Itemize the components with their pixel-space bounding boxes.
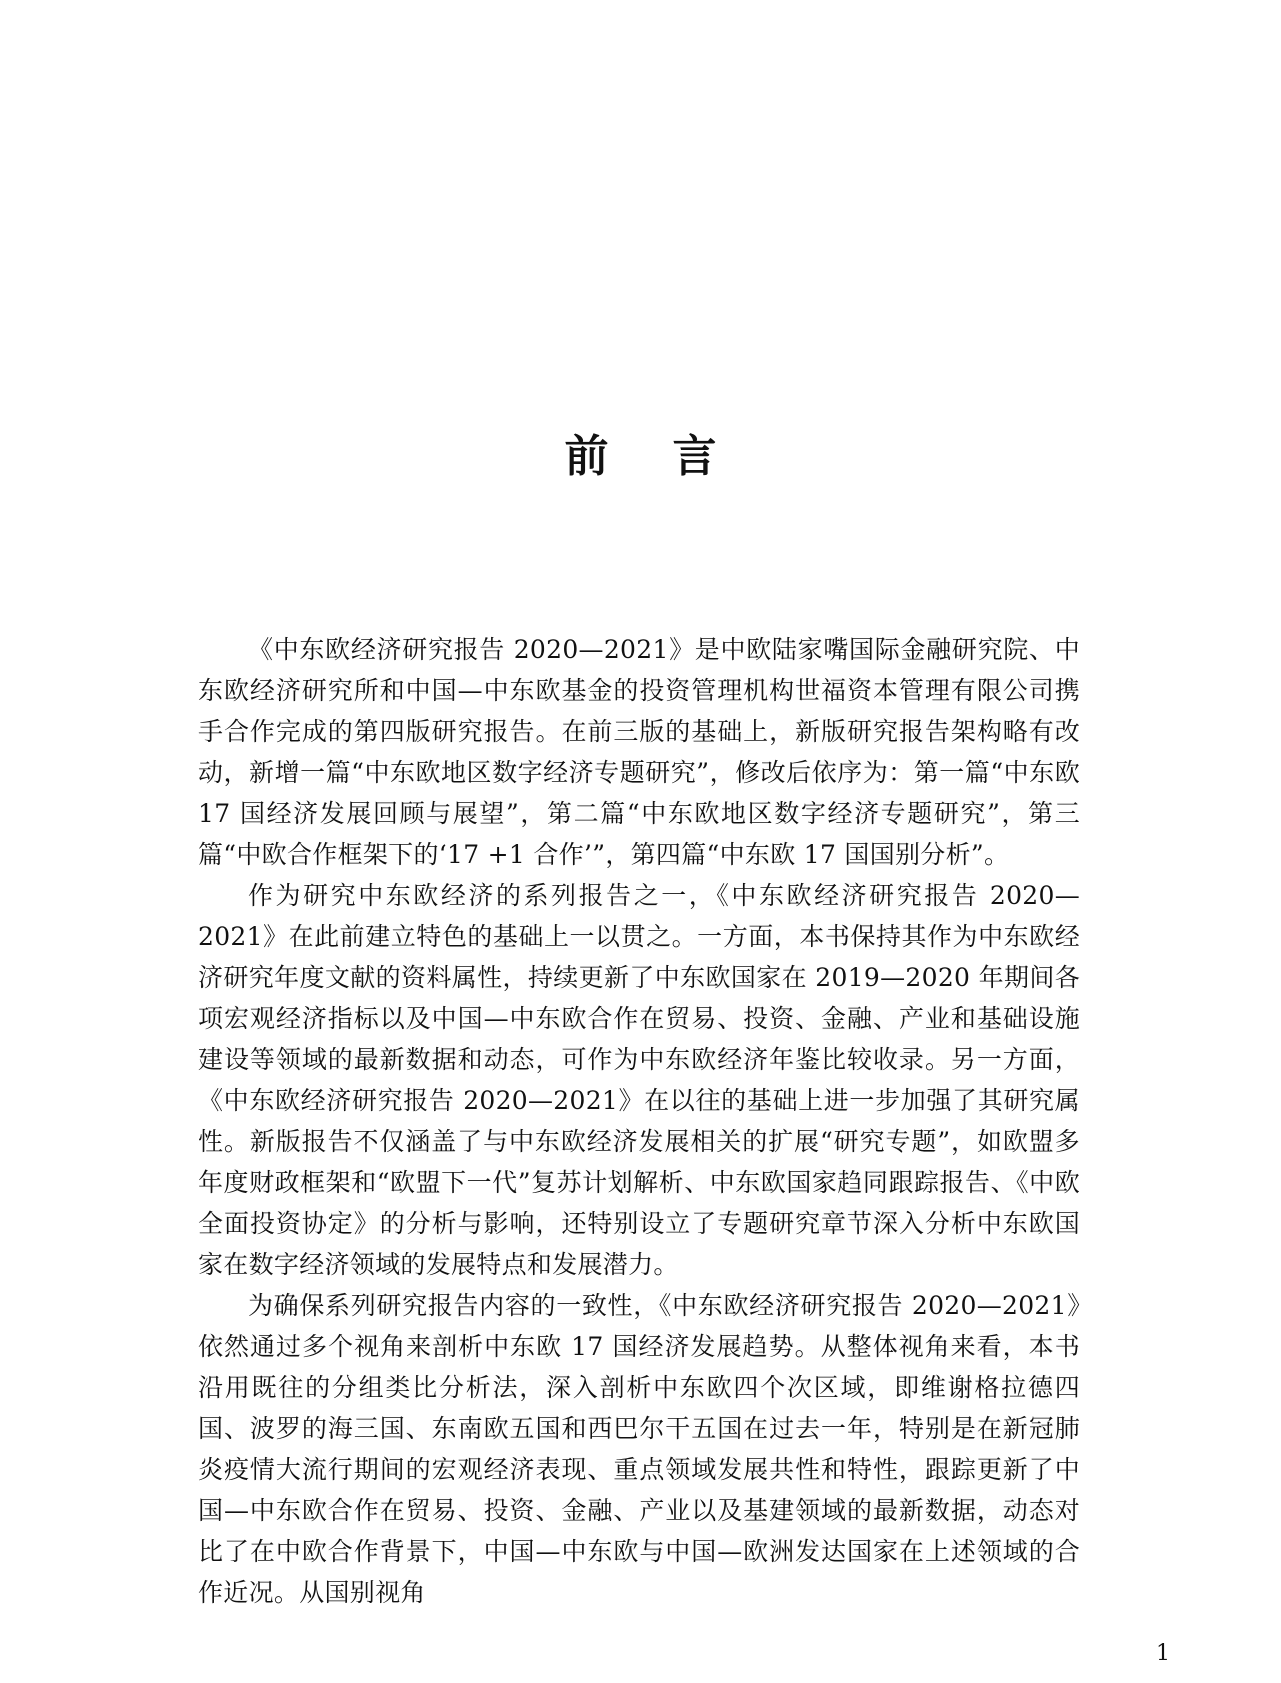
page-number: 1 — [1156, 1641, 1170, 1666]
paragraph-1: 《中东欧经济研究报告 2020—2021》是中欧陆家嘴国际金融研究院、中东欧经济研究所和中国—中东欧基金的投资管理机构世福资本管理有限公司携手合作完成的第四版研究报告。在前三版的基础上，新版研究报告架构略有改动，新增一篇“中东欧地区数字经济专题研究”，修改后依序为：第一篇“中东欧 17 国经济发展回顾与展望”，第二篇“中东欧地区数字经济专题研究”，第三篇“中欧合作框架下的‘17 +1 合作’”，第四篇“中东欧 17 国国别分析”。 — [198, 635, 1080, 869]
preface-body — [198, 629, 1080, 1613]
paragraph-3: 为确保系列研究报告内容的一致性，《中东欧经济研究报告 2020—2021》依然通过多个视角来剖析中东欧 17 国经济发展趋势。从整体视角来看，本书沿用既往的分组类比分析法，深入剖析中东欧四个次区域，即维谢格拉德四国、波罗的海三国、东南欧五国和西巴尔干五国在过去一年，特别是在新冠肺炎疫情大流行期间的宏观经济表现、重点领域发展共性和特性，跟踪更新了中国—中东欧合作在贸易、投资、金融、产业以及基建领域的最新数据，动态对比了在中欧合作背景下，中国—中东欧与中国—欧洲发达国家在上述领域的合作近况。从国别视角 — [198, 1291, 1080, 1607]
page-title: 前言 — [564, 431, 781, 483]
paragraph-2: 作为研究中东欧经济的系列报告之一，《中东欧经济研究报告 2020—2021》在此前建立特色的基础上一以贯之。一方面，本书保持其作为中东欧经济研究年度文献的资料属性，持续更新了中东欧国家在 2019—2020 年期间各项宏观经济指标以及中国—中东欧合作在贸易、投资、金融、产业和基础设施建设等领域的最新数据和动态，可作为中东欧经济年鉴比较收录。另一方面，《中东欧经济研究报告 2020—2021》在以往的基础上进一步加强了其研究属性。新版报告不仅涵盖了与中东欧经济发展相关的扩展“研究专题”，如欧盟多年度财政框架和“欧盟下一代”复苏计划解析、中东欧国家趋同跟踪报告、《中欧全面投资协定》的分析与影响，还特别设立了专题研究章节深入分析中东欧国家在数字经济领域的发展特点和发展潜力。 — [198, 881, 1080, 1279]
